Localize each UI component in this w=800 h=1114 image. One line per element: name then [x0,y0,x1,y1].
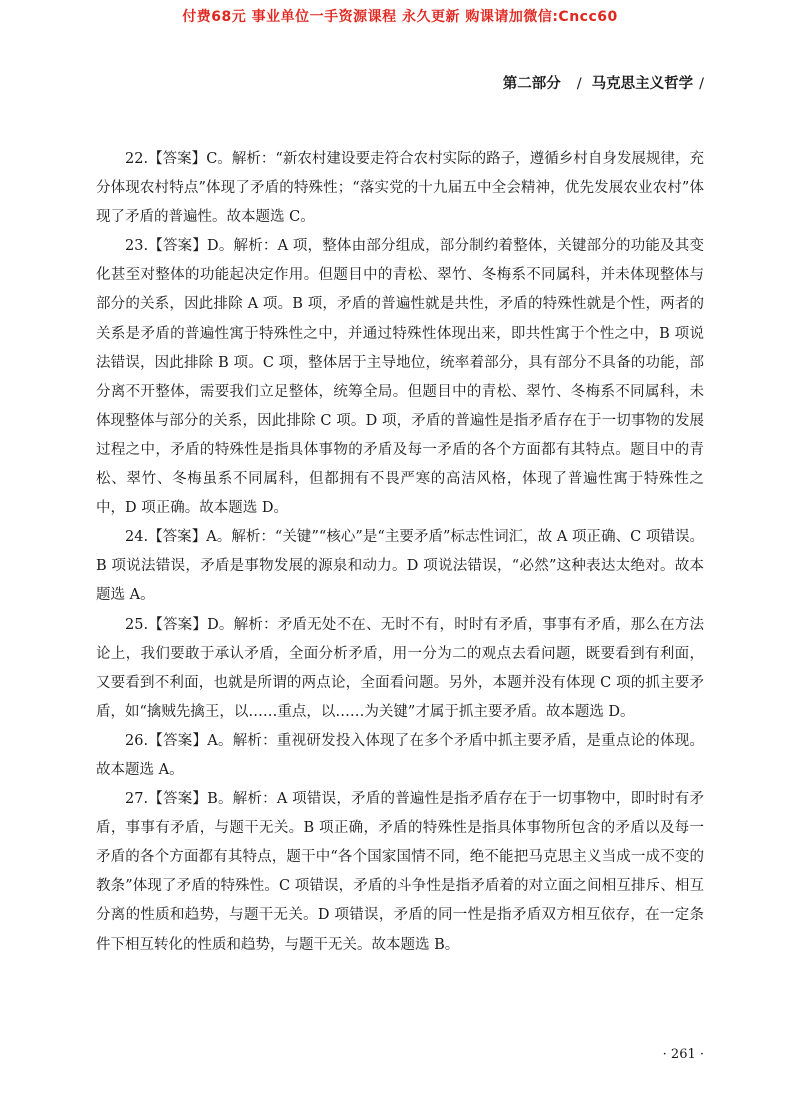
answer-number: 26. [125,732,149,749]
section-label: 马克思主义哲学 [591,76,694,92]
slash-divider: / [576,76,582,92]
answer-number: 23. [125,238,149,255]
answer-tag: 【答案】 [148,732,208,749]
answer-text: A。解析：“关键”“核心”是“主要矛盾”标志性词汇，故 A 项正确、C 项错误。B 项说法错误，矛盾是事物发展的源泉和动力。D 项说法错误，“必然”这种表达太绝对。故本题选 A。 [96,529,705,604]
answer-tag: 【答案】 [148,238,208,255]
answer-number: 22. [125,151,149,167]
answer-23 [96,232,704,523]
answer-number: 25. [125,616,149,633]
answer-tag: 【答案】 [148,151,207,167]
answer-text: D。解析：A 项，整体由部分组成，部分制约着整体，关键部分的功能及其变化甚至对整体的功能起决定作用。但题目中的青松、翠竹、冬梅系不同属科，并未体现整体与部分的关系，因此排除 A 项。B 项，矛盾的普遍性就是共性，矛盾的特殊性就是个性，两者的关系是矛盾的普遍性寓于特殊性之中，并通过特殊性体现出来，即共性寓于个性之中，B 项说法错误，因此排除 B 项。C 项，整体居于主导地位，统率着部分，具有部分不具备的功能，部分离不开整体，需要我们立足整体，统筹全局。但题目中的青松、翠竹、冬梅系不同属科，未体现整体与部分的关系，因此排除 C 项。D 项，矛盾的普遍性是指矛盾存在于一切事物的发展过程之中，矛盾的特殊性是指具体事物的矛盾及每一矛盾的各个方面都有其特点。题目中的青松、翠竹、冬梅虽系不同属科，但都拥有不畏严寒的高洁风格，体现了普遍性寓于特殊性之中，D 项正确。故本题选 D。 [96,238,705,517]
running-head [503,72,704,93]
answer-tag: 【答案】 [148,616,208,633]
answer-26 [96,727,704,785]
answer-27 [96,785,704,960]
part-label: 第二部分 [502,76,561,92]
answer-25 [96,611,704,727]
answer-24 [96,523,704,610]
answer-text: A。解析：重视研发投入体现了在多个矛盾中抓主要矛盾，是重点论的体现。故本题选 A。 [96,732,705,778]
answer-tag: 【答案】 [148,529,207,546]
page-number: · 261 · [662,1047,704,1062]
answer-list [96,145,704,960]
answer-tag: 【答案】 [148,791,208,808]
slash-divider-end: / [699,76,704,92]
answer-text: B。解析：A 项错误，矛盾的普遍性是指矛盾存在于一切事物中，即时时有矛盾，事事有矛盾，与题干无关。B 项正确，矛盾的特殊性是指具体事物所包含的矛盾以及每一矛盾的各个方面都有其特点，题干中“各个国家国情不同，绝不能把马克思主义当成一成不变的教条”体现了矛盾的特殊性。C 项错误，矛盾的斗争性是指矛盾着的对立面之间相互排斥、相互分离的性质和趋势，与题干无关。D 项错误，矛盾的同一性是指矛盾双方相互依存，在一定条件下相互转化的性质和趋势，与题干无关。故本题选 B。 [96,791,705,953]
answer-22 [96,145,704,232]
answer-text: C。解析：“新农村建设要走符合农村实际的路子，遵循乡村自身发展规律，充分体现农村特点”体现了矛盾的特殊性；“落实党的十九届五中全会精神，优先发展农业农村”体现了矛盾的普遍性。故本题选 C。 [96,151,704,226]
answer-number: 27. [125,791,149,808]
answer-number: 24. [125,529,149,546]
answer-text: D。解析：矛盾无处不在、无时不有，时时有矛盾，事事有矛盾，那么在方法论上，我们要敢于承认矛盾，全面分析矛盾，用一分为二的观点去看问题，既要看到有利面，又要看到不利面，也就是所谓的两点论，全面看问题。另外，本题并没有体现 C 项的抓主要矛盾，如“擒贼先擒王，以……重点，以……为关键”才属于抓主要矛盾。故本题选 D。 [96,616,705,720]
watermark-banner: 付费68元 事业单位一手资源课程 永久更新 购课请加微信:Cncc60 [182,9,618,25]
